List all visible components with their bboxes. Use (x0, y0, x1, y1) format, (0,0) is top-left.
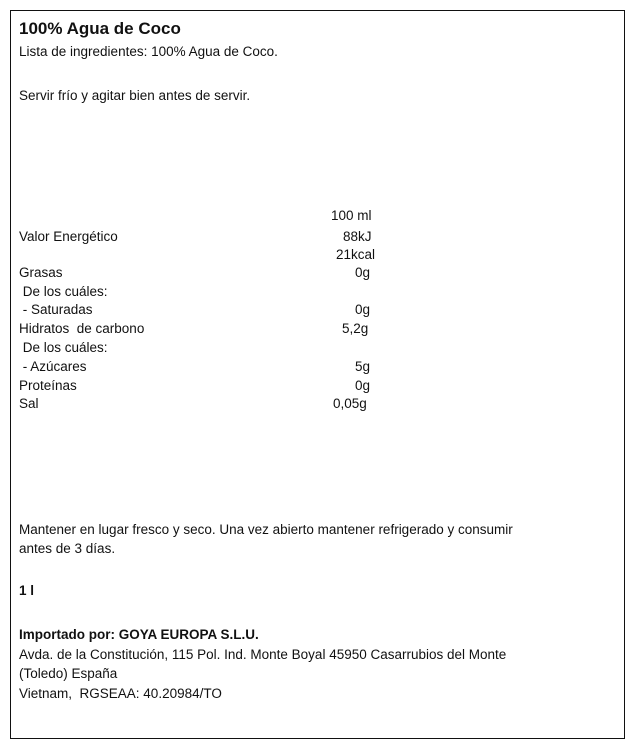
storage-line-1: Mantener en lugar fresco y seco. Una vez abierto mantener refrigerado y consumir (19, 522, 513, 537)
nutrition-value: 0g (355, 302, 371, 317)
nutrition-label: Hidratos de carbono (19, 321, 145, 336)
nutrition-label: Grasas (19, 265, 63, 280)
nutrition-label: De los cuáles: (19, 340, 108, 355)
nutrition-label: Proteínas (19, 378, 77, 393)
nutrition-value: 0g (355, 378, 371, 393)
importer-registry: Vietnam, RGSEAA: 40.20984/TO (19, 686, 222, 701)
nutrition-value: 5g (355, 359, 371, 374)
nutrition-value: 5,2g (342, 321, 369, 336)
product-title: 100% Agua de Coco (19, 19, 181, 38)
nutrition-value: 0,05g (333, 396, 367, 411)
volume-text: 1 l (19, 583, 35, 598)
nutrition-label: - Azúcares (19, 359, 87, 374)
nutrition-label: Sal (19, 396, 39, 411)
storage-line-2: antes de 3 días. (19, 541, 116, 556)
nutrition-value: 88kJ (343, 229, 372, 244)
importer-address-line-1: Avda. de la Constitución, 115 Pol. Ind. Monte Boyal 45950 Casarrubios del Monte (19, 647, 507, 662)
nutrition-label: De los cuáles: (19, 284, 108, 299)
importer-address-line-2: (Toledo) España (19, 666, 118, 681)
nutrition-value: 21kcal (336, 247, 376, 262)
nutrition-header: 100 ml (331, 208, 372, 223)
nutrition-label: Valor Energético (19, 229, 118, 244)
nutrition-label: - Saturadas (19, 302, 93, 317)
serving-instructions: Servir frío y agitar bien antes de servir. (19, 88, 251, 103)
ingredients-text: Lista de ingredientes: 100% Agua de Coco. (19, 44, 278, 59)
importer-heading: Importado por: GOYA EUROPA S.L.U. (19, 627, 259, 642)
nutrition-value: 0g (355, 265, 371, 280)
